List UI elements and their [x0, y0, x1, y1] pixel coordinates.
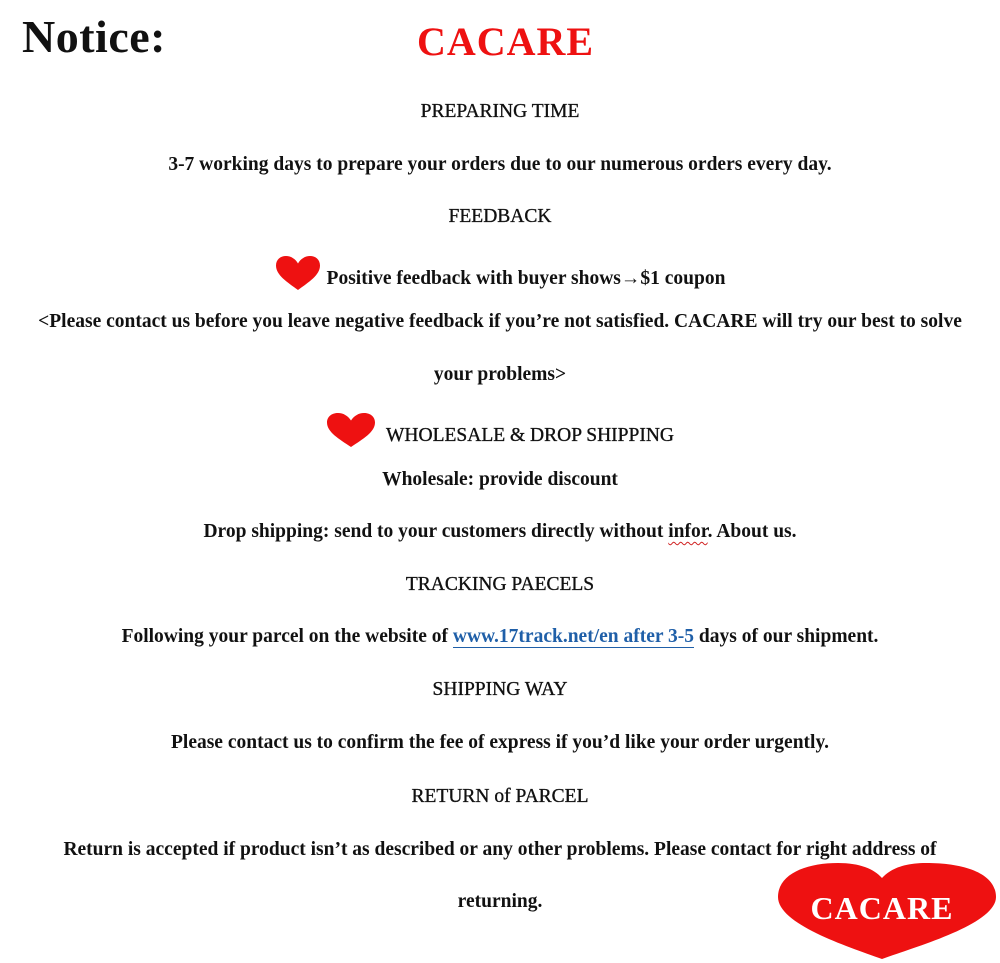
preparing-title: PREPARING TIME — [420, 101, 580, 122]
return-line1: Return is accepted if product isn’t as described or any other problems. Please contact for right address of — [63, 839, 937, 860]
dropship-prefix: Drop shipping: send to your customers directly without — [203, 521, 669, 542]
spellcheck-flagged-word: infor — [668, 521, 708, 542]
return-title: RETURN of PARCEL — [411, 786, 589, 807]
wholesale-title-line — [0, 415, 1000, 458]
feedback-positive-line — [0, 258, 1000, 301]
wholesale-title: WHOLESALE & DROP SHIPPING — [386, 424, 674, 446]
feedback-positive-text: Positive feedback with buyer shows→$1 coupon — [326, 267, 726, 289]
tracking-text — [0, 625, 1000, 649]
heart-icon — [326, 412, 376, 455]
tracking-prefix: Following your parcel on the website of — [121, 626, 453, 647]
notice-heading: Notice: — [22, 11, 166, 62]
tracking-suffix: days of our shipment. — [694, 626, 879, 647]
cacare-heart-badge — [776, 860, 998, 960]
shipping-title: SHIPPING WAY — [432, 679, 568, 700]
preparing-text: 3-7 working days to prepare your orders due to our numerous orders every day. — [168, 154, 832, 175]
return-line2: returning. — [457, 891, 543, 912]
feedback-title: FEEDBACK — [448, 206, 552, 227]
heart-icon — [275, 255, 321, 298]
shipping-text: Please contact us to confirm the fee of express if you’d like your order urgently. — [170, 732, 830, 753]
tracking-title: TRACKING PAECELS — [405, 574, 595, 595]
brand-title: CACARE — [417, 19, 595, 64]
badge-brand-label: CACARE — [810, 890, 954, 926]
dropship-suffix: . About us. — [707, 521, 797, 542]
tracking-link[interactable]: www.17track.net/en after 3-5 — [452, 626, 695, 647]
feedback-negative-line2: your problems> — [433, 364, 567, 385]
dropship-text — [0, 520, 1000, 544]
wholesale-text: Wholesale: provide discount — [382, 469, 618, 490]
feedback-negative-line1: <Please contact us before you leave negative feedback if you’re not satisfied. CACARE will try our best to solve — [38, 311, 962, 332]
